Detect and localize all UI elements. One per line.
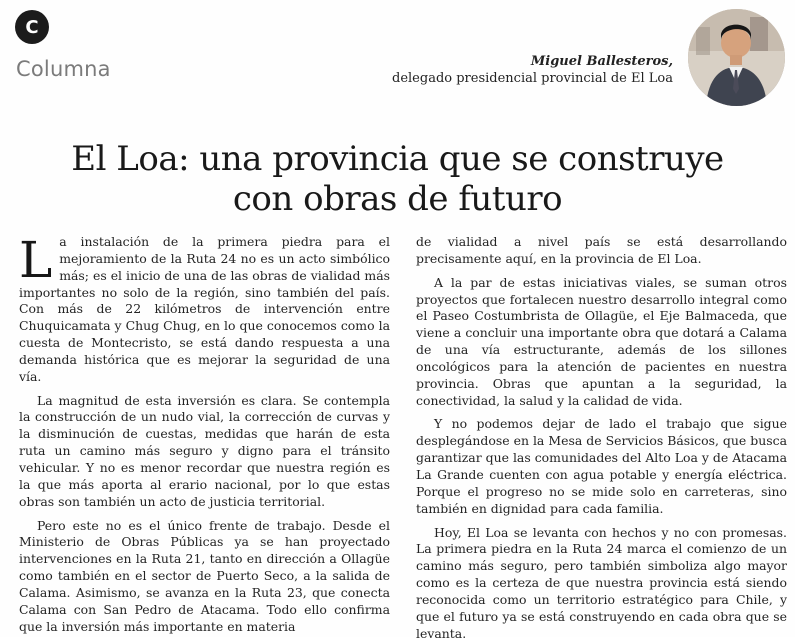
author-role: delegado presidencial provincial de El Loa xyxy=(392,70,673,87)
right-paragraph-2: A la par de estas iniciativas viales, se suman otros proyectos que fortalecen nuestro desarrollo integral como el Paseo Costumbrista de Ollagüe, el Eje Balmaceda, que viene a concluir una importante obra que dotará a Calama de una vía estructurante, además de los sillones oncológicos para la atención de pacientes en nuestra provincia. Obras que apuntan a la seguridad, la conectividad, la salud y la calidad de vida. xyxy=(416,275,787,410)
right-paragraph-4: Hoy, El Loa se levanta con hechos y no con promesas. La primera piedra en la Ruta 24 marca el comienzo de un camino más seguro, pero también simboliza algo mayor como es la certeza de que nuestra provincia está siendo reconocida como un territorio estratégico para Chile, y que el futuro ya se está construyendo en cada obra que se levanta. xyxy=(416,525,787,642)
article-headline xyxy=(0,139,795,219)
author-name: Miguel Ballesteros, xyxy=(392,53,673,70)
headline-line-1: El Loa: una provincia que se construye xyxy=(0,139,795,179)
left-paragraph-1 xyxy=(19,234,390,386)
left-paragraph-1-text: a instalación de la primera piedra para el mejoramiento de la Ruta 24 no es un acto simbólico más; es el inicio de una de las obras de vialidad más importantes no solo de la región, sino también del país. Con más de 22 kilómetros de intervención entre Chuquicamata y Chug Chug, en lo que conocemos como la cuesta de Montecristo, se está dando respuesta a una demanda histórica que es mejorar la seguridad de una vía. xyxy=(19,234,390,384)
right-paragraph-3: Y no podemos dejar de lado el trabajo que sigue desplegándose en la Mesa de Servicios Básicos, que busca garantizar que las comunidades del Alto Loa y de Atacama La Grande cuenten con agua potable y energía eléctrica. Porque el progreso no se mide solo en carreteras, sino también en dignidad para cada familia. xyxy=(416,416,787,517)
section-badge-letter: C xyxy=(25,17,38,38)
left-paragraph-3: Pero este no es el único frente de trabajo. Desde el Ministerio de Obras Públicas ya se han proyectado intervenciones en la Ruta 21, tanto en dirección a Ollagüe como también en el sector de Puerto Seco, a la salida de Calama. Asimismo, se avanza en la Ruta 23, que conecta Calama con San Pedro de Atacama. Todo ello confirma que la inversión más importante en materia xyxy=(19,518,390,636)
author-block xyxy=(392,53,673,87)
drop-cap: L xyxy=(19,237,52,284)
article-right-column xyxy=(416,234,787,642)
author-photo xyxy=(688,9,785,106)
right-paragraph-1: de vialidad a nivel país se está desarrollando precisamente aquí, en la provincia de El Loa. xyxy=(416,234,787,268)
left-paragraph-2: La magnitud de esta inversión es clara. Se contempla la construcción de un nudo vial, la corrección de curvas y la disminución de cuestas, medidas que harán de esta ruta un camino más seguro y digno para el tránsito vehicular. Y no es menor recordar que nuestra región es la que más aporta al erario nacional, por lo que estas obras son también un acto de justicia territorial. xyxy=(19,393,390,511)
section-label: Columna xyxy=(16,57,111,81)
article-left-column xyxy=(19,234,390,635)
headline-line-2: con obras de futuro xyxy=(0,179,795,219)
section-badge xyxy=(15,10,49,44)
author-portrait xyxy=(688,9,785,106)
